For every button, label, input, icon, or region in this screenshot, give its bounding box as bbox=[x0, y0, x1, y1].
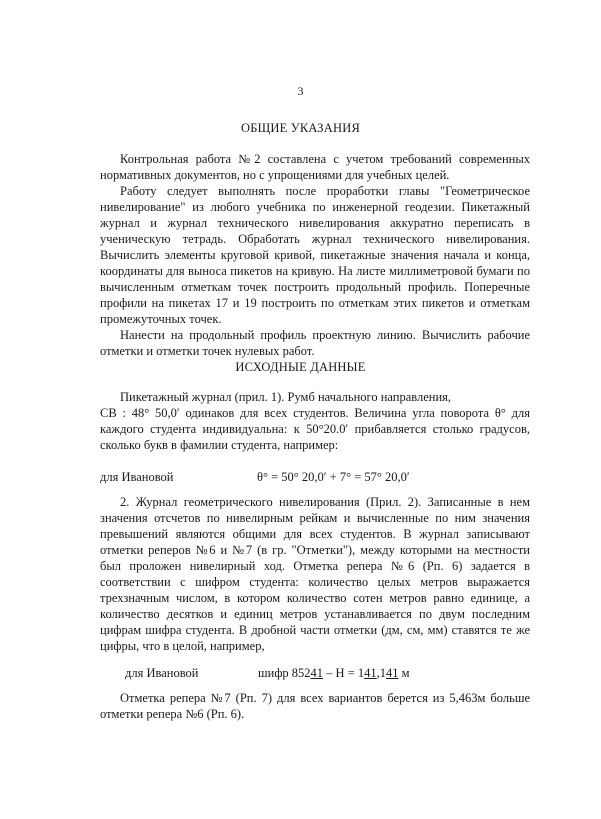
cipher-digits: 41 bbox=[310, 666, 324, 680]
initial-data-text-1 bbox=[100, 389, 530, 453]
example-label: для Ивановой bbox=[125, 666, 199, 680]
unit: м bbox=[398, 666, 410, 680]
example-label: для Ивановой bbox=[100, 470, 174, 484]
angle-formula: θ° = 50° 20,0′ + 7° = 57° 20,0′ bbox=[257, 470, 410, 484]
paragraph: Отметка репера №7 (Рп. 7) для всех вариантов берется из 5,463м больше отметки репера №6 (Рп. 6). bbox=[100, 691, 530, 721]
paragraph: Работу следует выполнять после проработки главы "Геометрическое нивелирование" из любого учебника по инженерной геодезии. Пикетажный журнал и журнал технического нивелирования аккуратно переписать в ученическую тетрадь. Обработать журнал технического нивелирования. Вычислить элементы круговой кривой, пикетажные значения начала и конца, координаты для выноса пикетов на кривую. На листе миллиметровой бумаги по вычисленным отметкам точек построить продольный профиль. Поперечные профили на пикетах 17 и 19 построить по отметкам этих пикетов и отметкам промежуточных точек. bbox=[100, 184, 530, 326]
page-number: 3 bbox=[297, 84, 304, 98]
paragraph: 2. Журнал геометрического нивелирования (Прил. 2). Записанные в нем значения отсчетов по нивелирным рейкам и вычисленные по ним значения превышений являются общими для всех студентов. В журнал записывают отметки реперов №6 и №7 (в гр. "Отметки"), между которыми на местности был проложен нивелирный ход. Отметка репера №6 (Рп. 6) задается в соответствии с шифром студента: количество целых метров выражается трехзначным числом, в котором количество сотен метров равно единице, а количество десятков и единиц метров устанавливается по двум последним цифрам шифра студента. В дробной части отметки (дм, см, мм) ставятся те же цифры, что в целой, например, bbox=[100, 495, 530, 653]
elevation-formula bbox=[258, 666, 410, 681]
section-title-general: ОБЩИЕ УКАЗАНИЯ bbox=[241, 121, 360, 135]
h-frac-digits: 41 bbox=[386, 666, 399, 680]
paragraph-continuation: СВ : 48° 50,0′ одинаков для всех студентов. Величина угла поворота θ° для каждого студента индивидуальна: к 50°20.0′ прибавляется столько градусов, сколько букв в фамилии студента, например: bbox=[100, 406, 530, 452]
general-instructions-text bbox=[100, 151, 530, 359]
h-prefix: – Н = 1 bbox=[323, 666, 365, 680]
initial-data-text-3 bbox=[100, 690, 530, 722]
h-int-digits: 41 bbox=[364, 666, 377, 680]
paragraph: Пикетажный журнал (прил. 1). Румб начального направления, bbox=[120, 390, 452, 404]
initial-data-text-2 bbox=[100, 494, 530, 654]
section-title-initial-data: ИСХОДНЫЕ ДАННЫЕ bbox=[235, 360, 366, 374]
h-sep: ,1 bbox=[376, 666, 386, 680]
cipher-prefix: шифр 852 bbox=[258, 666, 311, 680]
paragraph: Нанести на продольный профиль проектную линию. Вычислить рабочие отметки и отметки точек нулевых работ. bbox=[100, 328, 530, 358]
paragraph: Контрольная работа №2 составлена с учетом требований современных нормативных документов, но с упрощениями для учебных целей. bbox=[100, 152, 530, 182]
